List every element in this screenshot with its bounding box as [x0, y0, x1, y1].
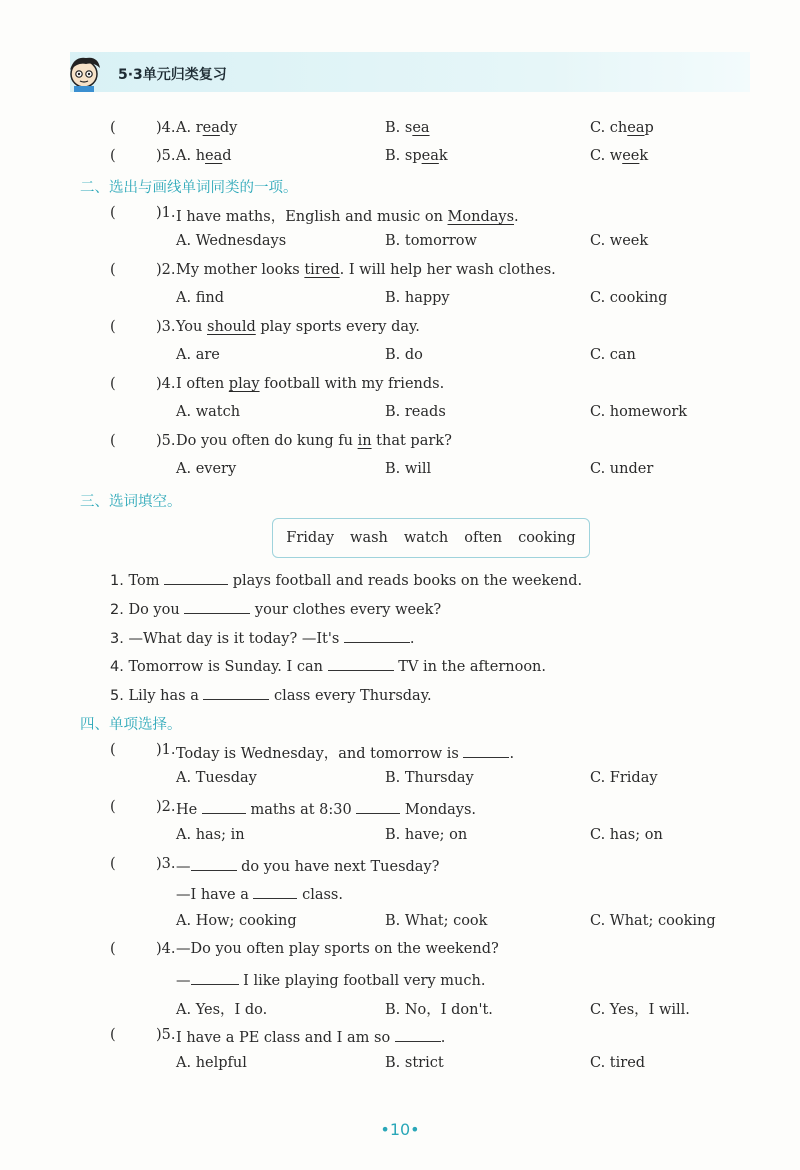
word-bank-item: often	[464, 530, 503, 546]
option-b: B. happy	[385, 290, 450, 306]
answer-paren[interactable]: (	[110, 120, 116, 136]
option-c: C. Yes，I will.	[590, 1002, 690, 1018]
question-number: )3.	[156, 856, 176, 872]
section-3-title: 三、选词填空。	[80, 494, 182, 510]
option-b: B. tomorrow	[385, 233, 477, 249]
page-header-title: 5·3单元归类复习	[118, 67, 227, 83]
word-bank-item: wash	[350, 530, 388, 546]
answer-blank[interactable]	[202, 799, 246, 814]
fill-blank-2: 2. Do you your clothes every week?	[110, 599, 441, 618]
section-4-title: 四、单项选择。	[80, 717, 182, 733]
option-a: A. has; in	[176, 827, 245, 843]
answer-paren[interactable]: (	[110, 433, 116, 449]
question-text: —I have a class.	[176, 884, 343, 903]
question-number: )3.	[156, 319, 176, 335]
mascot-boy-icon	[66, 52, 106, 92]
option-a: A. Wednesdays	[176, 233, 287, 249]
option-c: C. What; cooking	[590, 913, 716, 929]
fill-blank-3: 3. —What day is it today? —It's .	[110, 628, 415, 647]
question-text: You should play sports every day.	[176, 319, 420, 335]
answer-blank[interactable]	[191, 856, 237, 871]
option-a: A. are	[176, 347, 220, 363]
answer-paren[interactable]: (	[110, 856, 116, 872]
question-number: )4.	[156, 376, 176, 392]
answer-blank[interactable]	[463, 743, 509, 758]
option-a: A. head	[176, 148, 232, 164]
page-number: •10•	[380, 1120, 420, 1139]
answer-paren[interactable]: (	[110, 148, 116, 164]
word-bank-item: Friday	[286, 530, 335, 546]
answer-blank[interactable]	[191, 970, 239, 985]
question-number: )5.	[156, 433, 176, 449]
question-text: I have a PE class and I am so .	[176, 1027, 445, 1046]
option-c: C. week	[590, 148, 649, 164]
question-number: )5.	[156, 148, 176, 164]
question-text: — do you have next Tuesday?	[176, 856, 439, 875]
answer-paren[interactable]: (	[110, 1027, 116, 1043]
option-b: B. speak	[385, 148, 448, 164]
question-text: Today is Wednesday，and tomorrow is .	[176, 742, 514, 763]
option-a: A. How; cooking	[176, 913, 297, 929]
word-bank-item: watch	[403, 530, 449, 546]
answer-blank[interactable]	[344, 628, 410, 643]
option-a: A. every	[176, 461, 237, 477]
answer-blank[interactable]	[253, 884, 297, 899]
option-a: A. Tuesday	[176, 770, 257, 786]
option-a: A. Yes，I do.	[176, 1002, 268, 1018]
option-c: C. has; on	[590, 827, 663, 843]
answer-blank[interactable]	[328, 656, 394, 671]
question-number: )4.	[156, 120, 176, 136]
question-text: Do you often do kung fu in that park?	[176, 433, 452, 449]
fill-blank-4: 4. Tomorrow is Sunday. I can TV in the afternoon.	[110, 656, 546, 675]
question-text: My mother looks tired. I will help her wash clothes.	[176, 262, 556, 278]
fill-blank-5: 5. Lily has a class every Thursday.	[110, 685, 432, 704]
fill-blank-1: 1. Tom plays football and reads books on the weekend.	[110, 570, 582, 589]
word-bank-item: cooking	[518, 530, 576, 546]
answer-paren[interactable]: (	[110, 941, 116, 957]
answer-blank[interactable]	[164, 570, 228, 585]
question-text: — I like playing football very much.	[176, 970, 485, 989]
option-c: C. tired	[590, 1055, 646, 1071]
option-b: B. reads	[385, 404, 446, 420]
option-b: B. have; on	[385, 827, 468, 843]
answer-paren[interactable]: (	[110, 262, 116, 278]
option-a: A. find	[176, 290, 224, 306]
question-number: )5.	[156, 1027, 176, 1043]
question-number: )2.	[156, 262, 176, 278]
option-c: C. under	[590, 461, 654, 477]
answer-blank[interactable]	[395, 1027, 441, 1042]
option-b: B. do	[385, 347, 423, 363]
question-text: He maths at 8:30 Mondays.	[176, 799, 476, 818]
question-text: I have maths，English and music on Mondays.	[176, 209, 519, 225]
word-bank	[272, 518, 590, 558]
option-c: C. Friday	[590, 770, 658, 786]
question-number: )4.	[156, 941, 176, 957]
question-number: )2.	[156, 799, 176, 815]
section-2-title: 二、选出与画线单词同类的一项。	[80, 180, 298, 196]
page-header	[70, 52, 750, 92]
option-a: A. watch	[176, 404, 241, 420]
answer-paren[interactable]: (	[110, 799, 116, 815]
option-c: C. homework	[590, 404, 688, 420]
option-c: C. cheap	[590, 120, 654, 136]
answer-paren[interactable]: (	[110, 205, 116, 221]
answer-blank[interactable]	[356, 799, 400, 814]
question-number: )1.	[156, 205, 176, 221]
question-text: I often play football with my friends.	[176, 376, 445, 392]
option-a: A. ready	[176, 120, 238, 136]
option-b: B. What; cook	[385, 913, 488, 929]
answer-paren[interactable]: (	[110, 319, 116, 335]
question-text: —Do you often play sports on the weekend?	[176, 941, 499, 957]
option-b: B. strict	[385, 1055, 444, 1071]
answer-paren[interactable]: (	[110, 376, 116, 392]
option-c: C. week	[590, 233, 649, 249]
option-b: B. No，I don't.	[385, 1002, 493, 1018]
option-b: B. sea	[385, 120, 430, 136]
answer-blank[interactable]	[184, 599, 250, 614]
option-c: C. can	[590, 347, 636, 363]
option-b: B. will	[385, 461, 432, 477]
answer-paren[interactable]: (	[110, 742, 116, 758]
option-c: C. cooking	[590, 290, 668, 306]
option-b: B. Thursday	[385, 770, 474, 786]
option-a: A. helpful	[176, 1055, 247, 1071]
question-number: )1.	[156, 742, 176, 758]
answer-blank[interactable]	[203, 685, 269, 700]
